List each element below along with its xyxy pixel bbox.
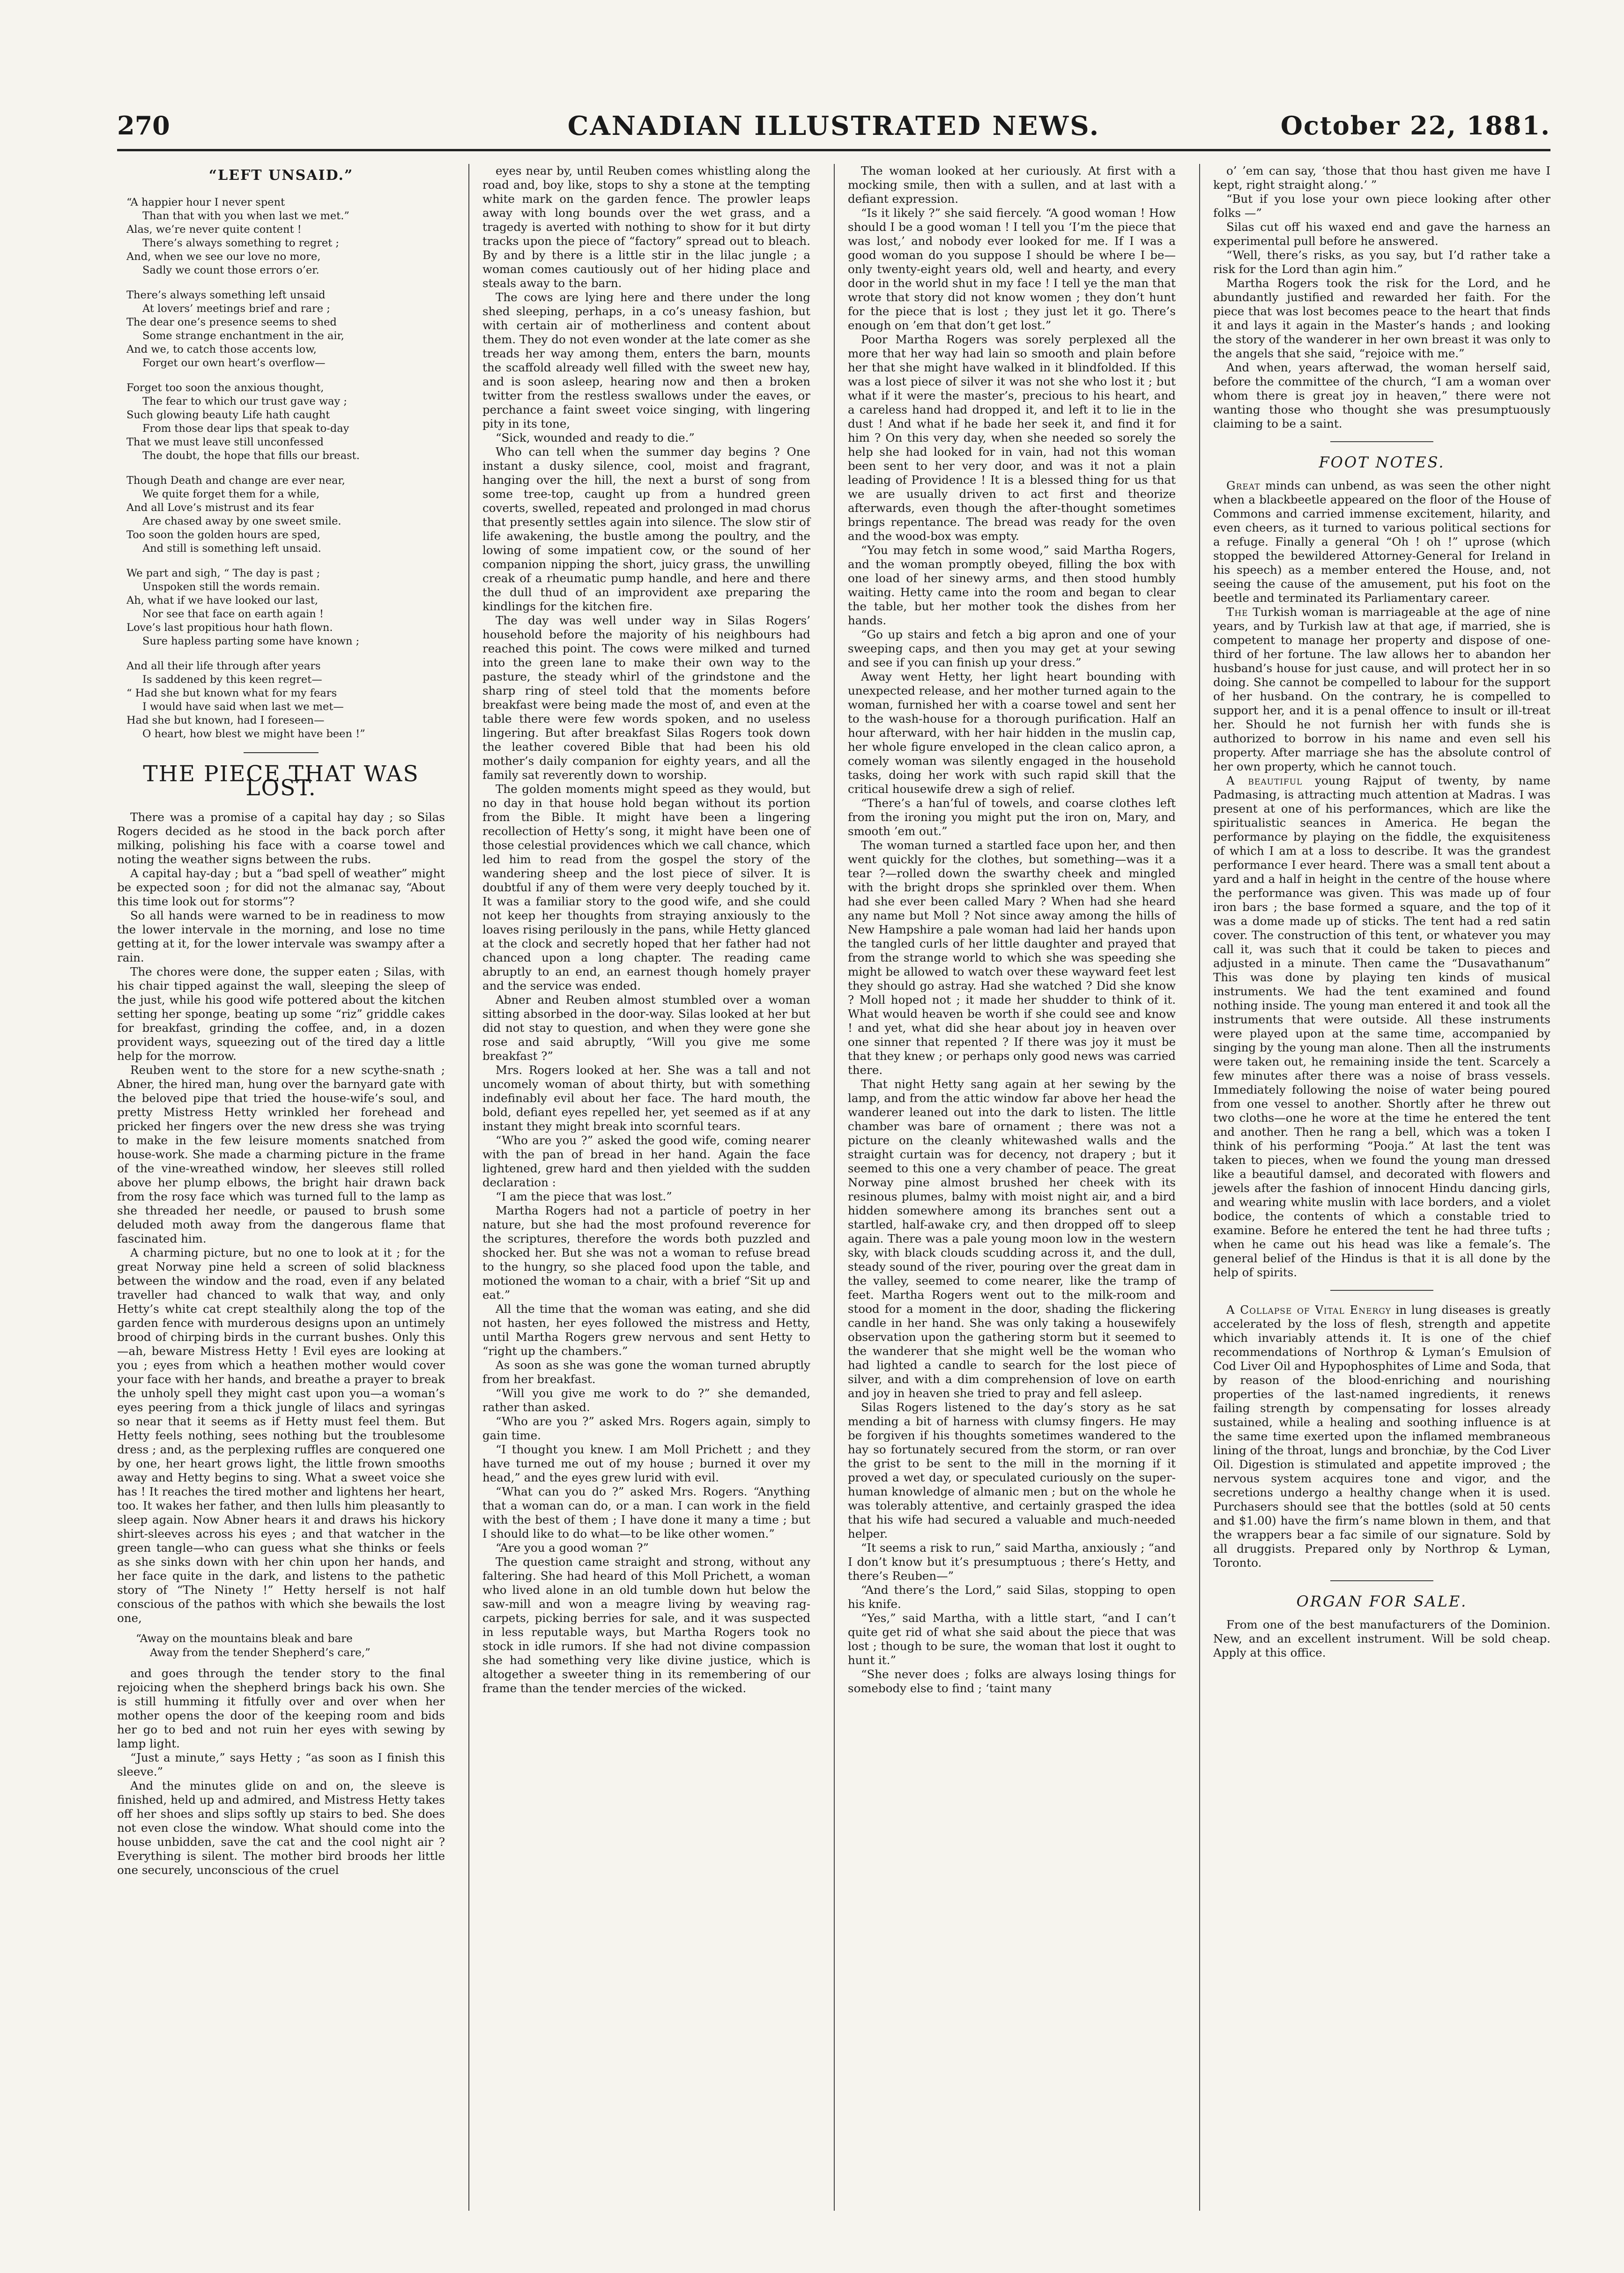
paragraph: “There’s a han’ful of towels, and coarse clothes left from the ironing you might put the iron on, Mary, and smooth ’em out.” <box>848 796 1176 838</box>
page-header <box>117 111 1550 153</box>
poem-stanza <box>126 289 445 370</box>
paragraph: As soon as she was gone the woman turned abruptly from her breakfast. <box>482 1358 810 1386</box>
poem-line: Nor see that face on earth again ! <box>142 608 324 620</box>
paragraph: Abner and Reuben almost stumbled over a woman sitting absorbed in the door-way. Silas looked at her but did not stay to question, and when they were gone she rose and said abruptly, “Will you give me some breakfast ?” <box>482 993 810 1063</box>
advert-text: in lung diseases is greatly accelerated by the loss of flesh, strength and appetite which invariably attends it. It is one of the chief recommendations of Northrop & Lyman’s Emulsion of Cod Liver Oil and Hypophosphites of Lime and Soda, that by reason of the blood-enriching and nourishing properties of the last-named ingredients, it renews failing strength by compensating for losses already sustained, while a healing and soothing influence is at the same time exerted upon the inflamed membraneous lining of the throat, lungs and bronchiæ, by the Cod Liver Oil. Digestion is stimulated and appetite improved ; the nervous system acquires tone and vigor, and the secretions undergo a healthy change when it is used. Purchasers should see that the bottles (sold at 50 cents and $1.00) have the firm’s name blown in them, and that the wrappers bear a fac simile of our signature. Sold by all druggists. Prepared only by Northrop & Lyman, Toronto. <box>1213 1303 1551 1570</box>
paragraph: Poor Martha Rogers was sorely perplexed all the more that her way had lain so smooth and plain before her that she might have walked in it blindfolded. If this was a lost piece of silver it was not she who lost it ; but what if it were the master’s, precious to his heart, and a careless hand had dropped it, and left it to lie in the dust ! And what if he bade her seek it, and find it for him ? On this very day, when she needed so sorely the help she had looked for in vain, had not this woman been sent to her very door, and was it not a plain leading of Providence ! It is a blessed thing for us that we are usually driven to act first and theorize afterwards, even though the after-thought sometimes brings repentance. The bread was ready for the oven and the wood-box was empty. <box>848 333 1176 543</box>
poem-line: The dear one’s presence seems to shed <box>126 316 337 328</box>
poem-line: Too soon the golden hours are sped, <box>126 529 320 541</box>
paragraph: Mrs. Rogers looked at her. She was a tall and not uncomely woman of about thirty, but with something indefinably evil about her face. The hard mouth, the bold, defiant eyes repelled her, yet seemed as if at any instant they might break into scornful tears. <box>482 1063 810 1133</box>
paragraph: A capital hay-day ; but a “bad spell of weather” might be expected soon ; for did not the almanac say, “About this time look out for storms”? <box>117 866 445 908</box>
paragraph: The golden moments might speed as they would, but no day in that house hold began without its portion from the Bible. It might have been a lingering recollection of Hetty’s song, it might have been one of those celestial providences which we call chance, which led him to read from the gospel the story of the wandering sheep and the lost piece of silver. It is doubtful if any of them were very deeply touched by it. It was a familiar story to the good wife, and she could not keep her thoughts from straying anxiously to the loaves rising perilously in the pans, while Hetty glanced at the clock and secretly hoped that her father had not chanced upon a long chapter. The reading came abruptly to an end, an earnest though homely prayer and the service was ended. <box>482 782 810 992</box>
paragraph: “I thought you knew. I am Moll Prichett ; and they have turned me out of my house ; burned it over my head,” and the eyes grew lurid with evil. <box>482 1443 810 1484</box>
paragraph: “Well, there’s risks, as you say, but I’d rather take a risk for the Lord than agin him.” <box>1213 248 1550 276</box>
foot-note-text: Turkish woman is marriageable at the age of nine years, and by Turkish law at that age, if married, she is competent to manage her property and dispose of one-third of her fortune. The law allows her to abandon her husband’s house for just cause, and will protect her in so doing. She cannot be compelled to labour for the support of her husband. On the contrary, he is compelled to support her, and it is a penal offence to insult or ill-treat her. Should he not furnish her with funds she is authorized to borrow in his name and even sell his property. After marriage she has the absolute control of her own property, which he cannot touch. <box>1213 605 1550 773</box>
paragraph: And when, years afterwad, the woman herself said, before the committee of the church, “I am a woman over whom there is great joy in heaven,” there were not wanting those who thought she was presumptuously claiming to be a saint. <box>1213 361 1550 430</box>
poem-line: And all Love’s mistrust and its fear <box>126 502 314 514</box>
paragraph: “It seems a risk to run,” said Martha, anxiously ; “and I don’t know but it’s presumptuous ; there’s Hetty, and there’s Reuben—” <box>848 1541 1176 1583</box>
paragraph: The woman looked at her curiously. At first with a mocking smile, then with a sullen, and at last with a defiant expression. <box>848 164 1176 206</box>
paragraph: Martha Rogers took the risk for the Lord, and he abundantly justified and rewarded her faith. For the piece that was lost becomes peace to the heart that finds it and lays it again in the Master’s hands ; and looking the story of the wanderer in her own breast it was only to the angels that she said, “rejoice with me.” <box>1213 276 1550 360</box>
foot-note <box>1213 605 1550 774</box>
paragraph: “Go up stairs and fetch a big apron and one of your sweeping caps, and then you may get at your sewing and see if you can finish up your dress.” <box>848 628 1176 669</box>
poem-stanza <box>126 196 445 277</box>
poem-stanza <box>126 659 445 741</box>
poem-line: Sure hapless parting some have known ; <box>142 635 360 647</box>
paragraph: “Who are you ?” asked Mrs. Rogers again, simply to gain time. <box>482 1414 810 1442</box>
poem-line: Had she but known, had I foreseen— <box>126 714 325 726</box>
poem-line: Forget our own heart’s overflow— <box>142 357 326 369</box>
divider <box>244 752 319 753</box>
poem-line: The doubt, the hope that fills our breast. <box>142 450 360 462</box>
column-4 <box>1213 164 1550 2215</box>
poem-line: At lovers’ meetings brief and rare ; <box>142 303 330 315</box>
poem-line: There’s always something left unsaid <box>126 289 326 301</box>
poem-line: From those dear lips that speak to-day <box>142 422 349 435</box>
paragraph: The question came straight and strong, without any faltering. She had heard of this Moll Prichett, a woman who lived alone in an old tumble down hut below the saw-mill and won a meagre living by weaving rag-carpets, picking berries for sale, and it was suspected in less reputable ways, but Martha Rogers took no stock in idle rumors. If she had not divine compassion she had something very like divine justice, which is altogether a sweeter thing in its remembering of our frame than the tender mercies of the wicked. <box>482 1555 810 1695</box>
column-3 <box>848 164 1176 2215</box>
column-rule <box>834 164 835 2211</box>
paragraph: The cows are lying here and there under the long shed sleeping, perhaps, in a co’s uneasy fashion, but with certain air of motherliness and content about them. They do not even wonder at the late comer as she treads her way among them, enters the barn, mounts the scaffold already well filled with the sweet new hay, and is soon asleep, hearing now and then a broken twitter from the restless swallows under the eaves, or perchance a faint sweet voice singing, with lingering pity in its tone, <box>482 290 810 430</box>
poem-line: Love’s last propitious hour hath flown. <box>126 622 333 634</box>
verse-line: Away from the tender Shepherd’s care,” <box>150 1647 371 1659</box>
paragraph: The day was well under way in Silas Rogers’ household before the majority of his neighbours had reached this point. The cows were milked and turned into the green lane to make their own way to the pasture, the steady whirl of the grindstone and the sharp ring of steel told that the moments before breakfast were being made the most of, and even at the table there were few words spoken, and no useless lingering. But after breakfast Silas Rogers took down the leather covered Bible that had been his old mother’s daily companion for eighty years, and all the family sat reverently down to worship. <box>482 614 810 782</box>
paragraph: “Who are you ?” asked the good wife, coming nearer with the pan of bread in her hand. Again the face lightened, grew hard and then yielded with the sudden declaration : <box>482 1133 810 1189</box>
poem-line: Some strange enchantment in the air, <box>142 330 344 342</box>
paragraph: “She never does ; folks are always losing things for somebody else to find ; ‘taint many <box>848 1667 1176 1695</box>
foot-notes-list <box>1213 479 1550 1280</box>
header-rule <box>117 149 1550 151</box>
poem-stanza <box>126 474 445 555</box>
poem-line: “A happier hour I never spent <box>126 196 285 208</box>
paragraph: “Sick, wounded and ready to die.” <box>496 431 695 444</box>
organ-heading: ORGAN FOR SALE. <box>1296 1592 1468 1610</box>
paragraph: o’ ’em can say, ‘those that thou hast given me have I kept, right straight along.’ ” <box>1213 164 1550 192</box>
advert-lead: A Collapse of Vital Energy <box>1226 1303 1391 1317</box>
poem-line: O heart, how blest we might have been !” <box>142 728 365 740</box>
poem-line: That we must leave still unconfessed <box>126 436 324 448</box>
divider <box>1330 1290 1433 1291</box>
column-2 <box>482 164 810 2215</box>
paragraph: “But if you lose your own piece looking after other folks —” <box>1213 192 1550 220</box>
paragraph: “And there’s the Lord,” said Silas, stopping to open his knife. <box>848 1583 1176 1611</box>
poem-line: The fear to which our trust gave way ; <box>142 395 347 407</box>
foot-note-lead: The <box>1226 605 1248 619</box>
paragraph: Martha Rogers had not a particle of poetry in her nature, but she had the most profound reverence for the scriptures, therefore the words both puzzled and shocked her. But she was not a woman to refuse bread to the hungry, so she placed food upon the table, and motioned the woman to a chair, with a brief “Sit up and eat.” <box>482 1204 810 1302</box>
poem-title: “LEFT UNSAID.” <box>208 167 354 184</box>
paragraph: “Yes,” said Martha, with a little start, “and I can’t quite get rid of what she said about the piece that was lost ; though to be sure, the woman that lost it ought to hunt it.” <box>848 1611 1176 1667</box>
inline-verse <box>117 1632 445 1660</box>
paragraph: Who can tell when the summer day begins ? One instant a dusky silence, cool, moist and fragrant, hanging over the hill, the next a burst of song from some tree-top, caught up from a hundred green coverts, swelled, repeated and prolonged in mad chorus that presently settles again into silence. The slow stir of life awakening, the bustle among the poultry, and the lowing of some impatient cow, or the sound of her companion nipping the short, juicy grass, the unwilling creak of a rheumatic pump handle, and here and there the dull thud of an improvident axe preparing the kindlings for the kitchen fire. <box>482 445 810 613</box>
paragraph: Silas cut off his waxed end and gave the harness an experimental pull before he answered. <box>1213 220 1550 248</box>
poem-line: Are chased away by one sweet smile. <box>142 515 341 527</box>
poem-line: Such glowing beauty Life hath caught <box>126 409 330 421</box>
foot-notes-heading: FOOT NOTES. <box>1319 453 1445 471</box>
poem-line: And we, to catch those accents low, <box>126 343 317 355</box>
paragraph: “I am the piece that was lost.” <box>496 1190 672 1203</box>
poem-line: Alas, we’re never quite content ! <box>126 223 302 236</box>
poem-line: Forget too soon the anxious thought, <box>126 382 324 394</box>
organ-text: From one of the best manufacturers of the Dominion. New, and an excellent instrument. Will be sold cheap. Apply at this office. <box>1213 1618 1550 1659</box>
foot-note <box>1213 479 1550 605</box>
paragraph: “Is it likely ?” she said fiercely. “A good woman ! How should I be a good woman ! I tell you ‘I’m the piece that was lost,’ and nobody ever looked for me. If I was a good woman do you suppose I should be where I be—only twenty-eight years old, well and hearty, and every door in the world shut in my face ! I tell ye the man that wrote that story did not know women ; they don’t hunt for the piece that is lost ; they just let it go. There’s enough on ’em that don’t get lost.” <box>848 206 1176 332</box>
paragraph: “What can you do ?” asked Mrs. Rogers. “Anything that a woman can do, or a man. I can work in the field with the best of them ; I have done it many a time ; but I should like to do what—to be like other women.” <box>482 1485 810 1540</box>
story-conclusion <box>1213 164 1550 431</box>
story-part-2 <box>117 1666 445 1877</box>
paragraph: “Just a minute,” says Hetty ; “as soon as I finish this sleeve.” <box>117 1751 445 1778</box>
poem-stanza <box>126 381 445 463</box>
paragraph: That night Hetty sang again at her sewing by the lamp, and from the attic window far above her head the wanderer leaned out into the dark to listen. The little chamber was bare of ornament ; there was not a picture on the cleanly whitewashed walls and the straight curtain was for decency, not drapery ; but it seemed to this one a very chamber of peace. The great Norway pine almost brushed her cheek with its resinous plumes, balmy with moist night air, and a bird hidden somewhere among its branches sent out a startled, half-awake cry, and then dropped off to sleep again. There was a pale young moon low in the western sky, with black clouds scudding across it, and the dull, steady sound of the river, pouring over the great dam in the valley, seemed to come nearer, like the tramp of feet. Martha Rogers went out to the milk-room and stood for a moment in the door, shading the flickering candle in her hand. She was only taking a housewifely observation upon the gathering storm but it seemed to the wanderer that she might well be the woman who had lighted a candle to search for the lost piece of silver, and with a dim comprehension of love on earth and joy in heaven she tried to pray and fell asleep. <box>848 1077 1176 1400</box>
paragraph: Reuben went to the store for a new scythe-snath ; Abner, the hired man, hung over the barnyard gate with the beloved pipe that tried the house-wife’s soul, and pretty Mistress Hetty wrinkled her forehead and pricked her fingers over the new dress she was trying to make in the few leisure moments snatched from house-work. She made a charming picture in the frame of the vine-wreathed window, her sleeves still rolled above her plump elbows, the bright hair drawn back from the rosy face which was turned full to the lamp as she threaded her needle, or paused to brush some deluded moth away from the dangerous flame that fascinated him. <box>117 1063 445 1245</box>
column-1 <box>117 164 445 2215</box>
foot-note-text: minds can unbend, as was seen the other night when a blackbeetle appeared on the floor of the House of Commons and carried immense excitement, hilarity, and even cheers, as it turned to various political sections for a refuge. Finally a general “Oh ! oh !” uprose (which stopped the bewildered Attorney-General for Ireland in his speech) as a member entered the House, and, not seeing the cause of the amusement, put his foot on the beetle and terminated its Parliamentary career. <box>1213 479 1550 605</box>
divider <box>1330 1580 1433 1581</box>
paragraph: So all hands were warned to be in readiness to mow the lower intervale in the morning, and lose no time getting at it, for the lower intervale was swampy after a rain. <box>117 909 445 964</box>
column-rule <box>468 164 469 2211</box>
paragraph: There was a promise of a capital hay day ; so Silas Rogers decided as he stood in the back porch after milking, polishing his face with a coarse towel and noting the weather signs between the rubs. <box>117 810 445 866</box>
paragraph: And the minutes glide on and on, the sleeve is finished, held up and admired, and Mistress Hetty takes off her shoes and slips softly up stairs to bed. She does not even close the window. What should come into the house unbidden, save the cat and the cool night air ? Everything is silent. The mother bird broods her little one securely, unconscious of the cruel <box>117 1779 445 1877</box>
paragraph: The woman turned a startled face upon her, and then went quickly for the clothes, but something—was it a tear ?—rolled down the swarthy cheek and mingled with the bright drops she sprinkled over them. When had she ever been called Mary ? When had she heard any name but Moll ? Not since away among the hills of New Hampshire a pale woman had laid her hands upon the tangled curls of her little daughter and prayed that from the strange world to which she was speeding she might be allowed to watch over these wayward feet lest they should go astray. Had she watched ? Did she know ? Moll hoped not ; it made her shudder to think of it. What would heaven be worth if she could see and know ! and yet, what did she hear about joy in heaven over one sinner that repented ? If there was joy it must be that they knew ; or perhaps only good news was carried there. <box>848 838 1176 1077</box>
paragraph: and goes through the tender story to the final rejoicing when the shepherd brings back his own. She is still humming it fitfully over and over when her mother opens the door of the keeping room and bids her go to bed and not ruin her eyes with sewing by lamp light. <box>117 1666 445 1750</box>
poem-line: And still is something left unsaid. <box>142 542 321 555</box>
poem-line: Though Death and change are ever near, <box>126 474 345 487</box>
poem-body <box>117 196 445 741</box>
divider <box>1330 441 1433 442</box>
paragraph: “You may fetch in some wood,” said Martha Rogers, and the woman promptly obeyed, filling the box with one load of her sinewy arms, and then stood humbly waiting. Hetty came into the room and began to clear the table, but her mother took the dishes from her hands. <box>848 543 1176 627</box>
paragraph: All the time that the woman was eating, and she did not hasten, her eyes followed the mistress and Hetty, until Martha Rogers grew nervous and sent Hetty to “right up the chambers.” <box>482 1302 810 1358</box>
poem-line: I would have said when last we met— <box>142 701 344 713</box>
poem-line: Is saddened by this keen regret— <box>142 674 322 686</box>
poem-line: Unspoken still the words remain. <box>142 581 320 593</box>
newspaper-title: CANADIAN ILLUSTRATED NEWS. <box>567 111 1100 141</box>
paragraph: Away went Hetty, her light heart bounding with unexpected release, and her mother turned again to the woman, furnished her with a coarse towel and sent her to the wash-house for a thorough purification. Half an hour afterward, with her hair hidden in the muslin cap, her whole figure enveloped in the clean calico apron, a comely woman was silently engaged in the household tasks, doing her work with such rapid skill that the critical housewife drew a sigh of relief. <box>848 670 1176 796</box>
paragraph: A charming picture, but no one to look at it ; for the great Norway pine held a screen of solid blackness between the window and the road, even if any belated traveller had chanced to walk that way, and only Hetty’s white cat crept stealthily along the top of the garden fence with murderous designs upon an untimely brood of chirping birds in the currant bushes. Only this—ah, beware Mistress Hetty ! Evil eyes are looking at you ; eyes from which a heathen mother would cover your face with her hands, and breathe a prayer to break the unholy spell they might cast upon you—a woman’s eyes peering from a thick jungle of lilacs and syringas so near that it seems as if Hetty must feel them. But Hetty feels nothing, sees nothing but the troublesome dress ; and, as the perplexing ruffles are conquered one by one, her heart grows light, the little frown smooths away and Hetty begins to sing. What a sweet voice she has ! It reaches the tired mother and lightens her heart, too. It wakes her father, and then lulls him pleasantly to sleep again. Now Abner hears it and draws his hickory shirt-sleeves across his eyes ; and that watcher in the green tangle—who can guess what she thinks or feels as she sinks down with her chin upon her hands, and her face quite in the dark, and listens to the pathetic story of “The Ninety !” Hetty herself is not half conscious of the pathos with which she bewails the lost one, <box>117 1246 445 1625</box>
foot-note-text: young Rajput of twenty, by name Padmasing, is attracting much attention at Madras. I was present at one of his performances, which are like the spiritualistic seances in America. He began the performance by playing on the fiddle, the exquisiteness of which I am at a loss to describe. It was the grandest performance I ever heard. There was a small tent about a yard and a half in height in the centre of the house where the performance was given. This was made up of four iron bars ; the base formed a square, and the top of it was a dome made up of sticks. The tent had a red satin cover. The construction of this tent, or whatever you may call it, was such that it could be taken to pieces and adjusted in a minute. Then came the “Dusavathanum” This was done by playing ten kinds of musical instruments. We had the tent examined and found nothing inside. The young man entered it and took all the instruments that were outside. All these instruments were played upon at the same time, accompanied by singing by the young man alone. Then all the instruments were taken out, he remaining inside the tent. Scarcely a few minutes after there was a noise of brass vessels. Immediately following the noise of water being poured from one vessel to another. Shortly after he threw out two cloths—one he wore at the time he entered the tent and another. Then he rang a bell, which was a token I think of his performing “Pooja.” At last the tent was taken to pieces, when we found the young man dressed like a beautiful damsel, and decorated with flowers and jewels after the fashion of innocent Hindu dancing girls, and wearing white muslin with lace borders, and a violet bodice, the contents of which a constable tried to examine. Before he entered the tent he had three tufts ; when he came out his head was like a female’s. The general belief of the Hindus is that it is all done by the help of spirits. <box>1213 774 1551 1279</box>
poem-line: And all their life through after years <box>126 660 321 672</box>
issue-date: October 22, 1881. <box>1280 111 1550 141</box>
poem-line: Than that with you when last we met.” <box>142 210 349 222</box>
story-title: THE PIECE THAT WAS LOST. <box>143 761 419 801</box>
verse-line: “Away on the mountains bleak and bare <box>136 1633 353 1645</box>
paragraph: eyes near by, until Reuben comes whistling along the road and, boy like, stops to shy a stone at the tempting white mark on the garden fence. The prowler leaps away with long bounds over the wet grass, and a tragedy is averted with nothing to show for it but dirty tracks upon the piece of “factory” spread out to bleach. By and by there is a little stir in the lilac jungle ; a woman comes cautiously out of her hiding place and steals away to the barn. <box>482 164 810 290</box>
advertisement <box>1213 1303 1550 1570</box>
poem-line: There’s always something to regret ; <box>142 237 340 249</box>
foot-note-lead: Great <box>1226 479 1261 492</box>
paragraph: The chores were done, the supper eaten ; Silas, with his chair tipped against the wall, sleeping the sleep of the just, while his good wife pottered about the kitchen setting her sponge, beating up some “riz” griddle cakes for breakfast, grinding the coffee, and, in a dozen provident ways, squeezing out of the tired day a little help for the morrow. <box>117 965 445 1063</box>
poem-line: We quite forget them for a while, <box>142 488 320 500</box>
poem-stanza <box>126 567 445 648</box>
foot-note-lead: A beautiful <box>1226 774 1303 787</box>
poem-line: We part and sigh, “ The day is past ; <box>126 567 320 579</box>
story-part-1 <box>117 810 445 1625</box>
column-rule <box>1199 164 1200 2211</box>
poem-line: Ah, what if we have looked our last, <box>126 594 318 607</box>
poem-line: Sadly we count those errors o’er. <box>142 264 319 276</box>
paragraph: “Will you give me work to do ?” she demanded, rather than asked. <box>482 1386 810 1414</box>
paragraph: Silas Rogers listened to the day’s story as he sat mending a bit of harness with clumsy fingers. He may be forgiven if his thoughts sometimes wandered to the hay so fortunately secured from the storm, or ran over the grist to be sent to the mill in the morning if it proved a wet day, or speculated curiously on the super-human knowledge of almanic men ; but on the whole he was tolerably attentive, and certainly grasped the idea that his wife had secured a valuable and much-needed helper. <box>848 1400 1176 1540</box>
poem-line: And, when we see our love no more, <box>126 251 321 263</box>
poem-line: “ Had she but known what for my fears <box>126 687 337 699</box>
page-number: 270 <box>117 111 170 141</box>
paragraph: “Are you a good woman ?” <box>496 1541 649 1555</box>
foot-note <box>1213 774 1550 1280</box>
